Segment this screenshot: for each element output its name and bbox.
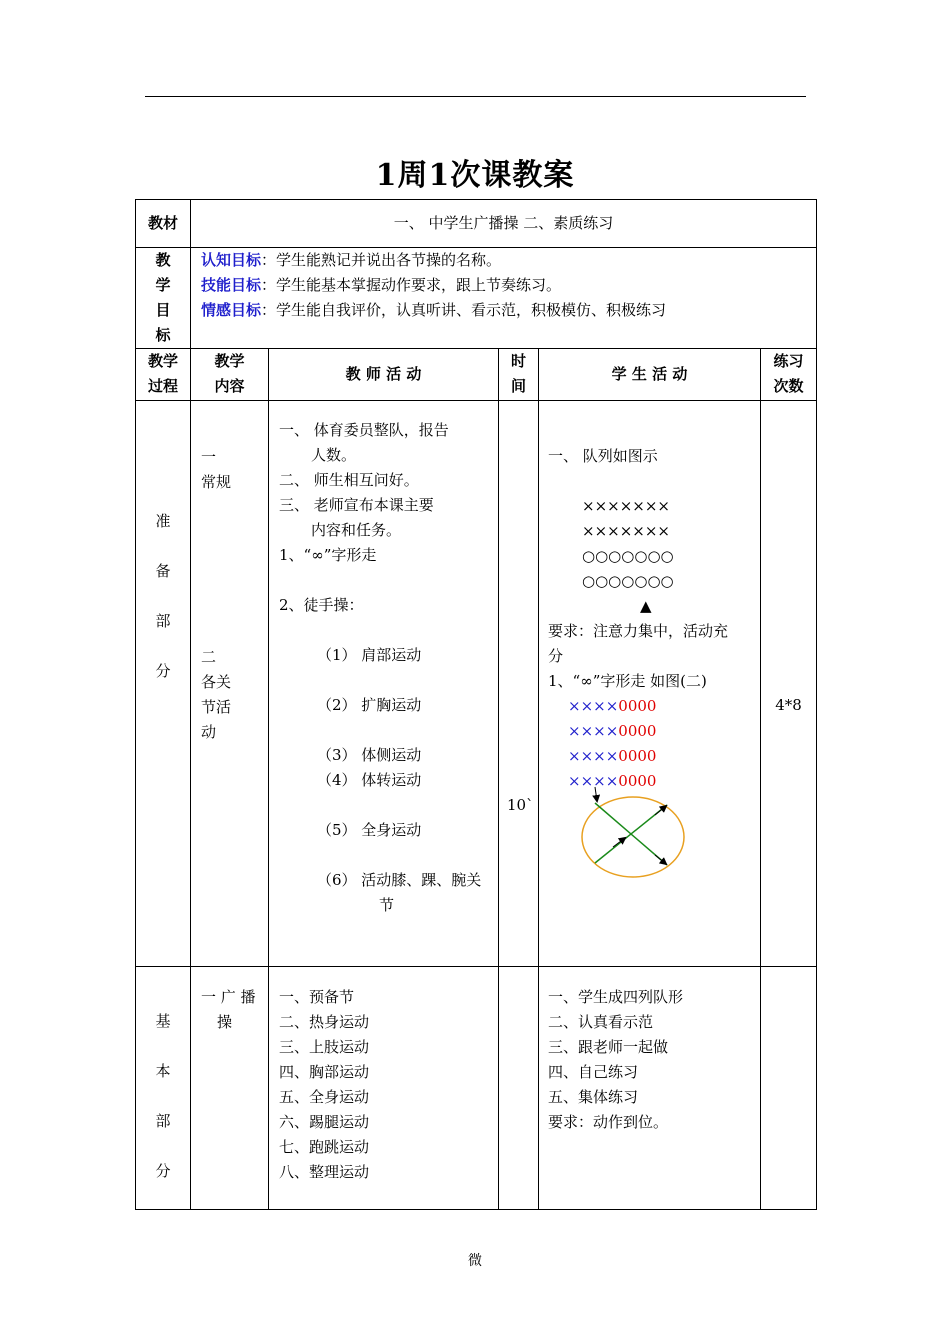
prep-content: 一 常规 二 各关 节活 动 <box>191 401 269 967</box>
goals-content: 认知目标：学生能熟记并说出各节操的名称。 技能目标：学生能基本掌握动作要求，跟上节奏练习。 情感目标：学生能自我评价，认真听讲、看示范，积极模仿、积极练习 <box>191 248 817 349</box>
formation-row: ○○○○○○○ <box>582 547 674 565</box>
prep-teacher: 一、 体育委员整队，报告 人数。 二、 师生相互问好。 三、 老师宣布本课主要 内容和任务。 1、“∞”字形走 2、徒手操： （1） 肩部运动 （2） 扩胸运动 （3） 体侧运动 （4） 体转运动 （5） 全身运动 （6） 活动膝、踝、腕关 节 <box>269 401 499 967</box>
figure-row: ××××0000 <box>568 697 657 715</box>
basic-content: 一 广 播 操 <box>191 967 269 1210</box>
goal-key: 技能目标 <box>201 276 262 294</box>
prep-count: 4*8 <box>761 401 817 967</box>
basic-teacher: 一、预备节 二、热身运动 三、上肢运动 四、胸部运动 五、全身运动 六、踢腿运动 七、跑跳运动 八、整理运动 <box>269 967 499 1210</box>
page-title: 1周1次课教案 <box>375 158 575 193</box>
material-content: 一、 中学生广播操 二、素质练习 <box>191 200 817 248</box>
header-content: 教学 内容 <box>191 349 269 401</box>
prep-process: 准 备 部 分 <box>136 401 191 967</box>
formation-row: ○○○○○○○ <box>582 572 674 590</box>
figure-row: ××××0000 <box>568 772 657 790</box>
formation-row: ××××××× <box>582 497 670 515</box>
header-count: 练习 次数 <box>761 349 817 401</box>
teacher-marker-icon: ▲ <box>640 597 652 615</box>
goal-key: 认知目标 <box>201 251 262 269</box>
figure-row: ××××0000 <box>568 747 657 765</box>
goal-key: 情感目标 <box>201 301 262 319</box>
header-rule <box>145 96 806 97</box>
lesson-plan-table <box>135 199 817 1210</box>
formation-row: ××××××× <box>582 522 670 540</box>
header-time: 时 间 <box>499 349 539 401</box>
page-footer: 微 <box>468 1253 482 1269</box>
figure-eight-diagram <box>575 783 695 883</box>
basic-count <box>761 967 817 1210</box>
header-process: 教学 过程 <box>136 349 191 401</box>
basic-process: 基 本 部 分 <box>136 967 191 1210</box>
prep-student: 一、 队列如图示 ××××××× ××××××× ○○○○○○○ ○○○○○○○ ▲ 要求：注意力集中，活动充 分 1、“∞”字形走 如图(二) ××××0000 ××××0000 ××××0000 ××××0000 <box>539 401 761 967</box>
prep-time: 10` <box>499 401 539 967</box>
header-student: 学 生 活 动 <box>539 349 761 401</box>
figure-row: ××××0000 <box>568 722 657 740</box>
header-teacher: 教 师 活 动 <box>269 349 499 401</box>
material-label: 教材 <box>136 200 191 248</box>
goals-label: 教 学 目 标 <box>136 248 191 349</box>
basic-time <box>499 967 539 1210</box>
basic-student: 一、学生成四列队形 二、认真看示范 三、跟老师一起做 四、自己练习 五、集体练习 要求：动作到位。 <box>539 967 761 1210</box>
